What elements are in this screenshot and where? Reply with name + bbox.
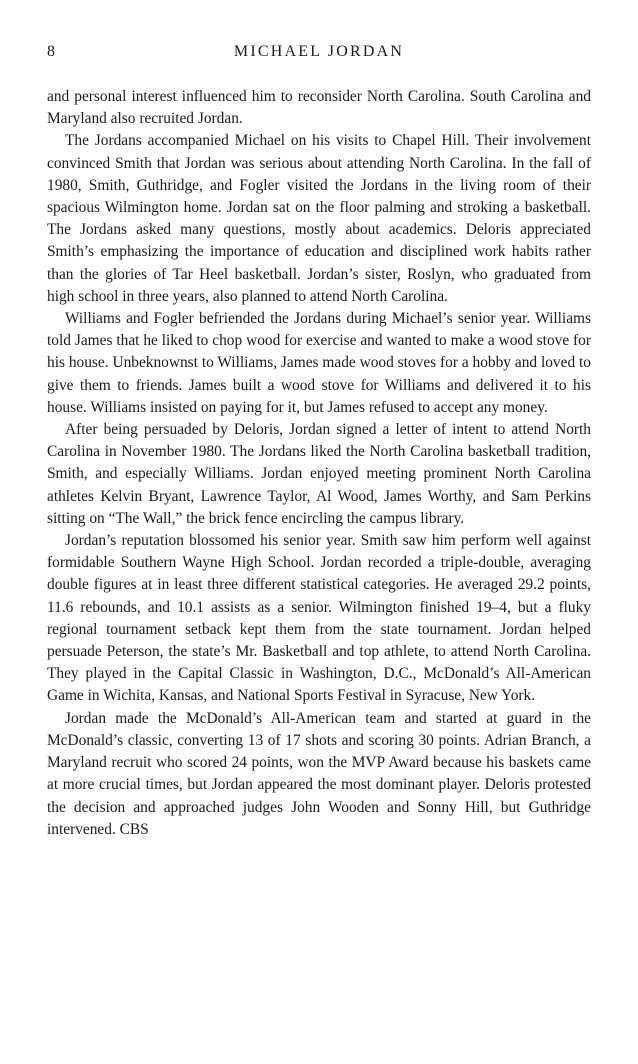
running-title: MICHAEL JORDAN	[233, 43, 405, 60]
book-page	[47, 40, 591, 841]
paragraph: Williams and Fogler befriended the Jordans during Michael’s senior year. Williams told James that he liked to chop wood for exercise and wanted to make a wood stove for his house. Unbeknownst to Williams, James made wood stoves for a hobby and loved to give them to friends. James built a wood stove for Williams and delivered it to his house. Williams insisted on paying for it, but James refused to accept any money.	[47, 310, 591, 416]
page-number: 8	[47, 43, 55, 60]
paragraph: Jordan made the McDonald’s All-American team and started at guard in the McDonald’s classic, converting 13 of 17 shots and scoring 30 points. Adrian Branch, a Maryland recruit who scored 24 points, won the MVP Award because his baskets came at more crucial times, but Jordan appeared the most dominant player. Deloris protested the decision and approached judges John Wooden and Sonny Hill, but Guthridge intervened. CBS	[47, 709, 591, 838]
paragraph: Jordan’s reputation blossomed his senior year. Smith saw him perform well against formidable Southern Wayne High School. Jordan recorded a triple-double, averaging double figures at in least three different statistical categories. He averaged 29.2 points, 11.6 rebounds, and 10.1 assists as a senior. Wilmington finished 19–4, but a fluky regional tournament setback kept them from the state tournament. Jordan helped persuade Peterson, the state’s Mr. Basketball and top athlete, to attend North Carolina. They played in the Capital Classic in Washington, D.C., McDonald’s All-American Game in Wichita, Kansas, and National Sports Festival in Syracuse, New York.	[47, 532, 591, 705]
paragraph-continued: and personal interest influenced him to reconsider North Carolina. South Carolina and Maryland also recruited Jordan.	[47, 88, 591, 128]
paragraph: The Jordans accompanied Michael on his visits to Chapel Hill. Their involvement convinced Smith that Jordan was serious about attending North Carolina. In the fall of 1980, Smith, Guthridge, and Fogler visited the Jordans in the living room of their spacious Wilmington home. Jordan sat on the floor palming and stroking a basketball. The Jordans asked many questions, mostly about academics. Deloris appreciated Smith’s emphasizing the importance of education and disciplined work habits rather than the glories of Tar Heel basketball. Jordan’s sister, Roslyn, who graduated from high school in three years, also planned to attend North Carolina.	[47, 132, 591, 305]
paragraph: After being persuaded by Deloris, Jordan signed a letter of intent to attend North Carolina in November 1980. The Jordans liked the North Carolina basketball tradition, Smith, and especially Williams. Jordan enjoyed meeting prominent North Carolina athletes Kelvin Bryant, Lawrence Taylor, Al Wood, James Worthy, and Sam Perkins sitting on “The Wall,” the brick fence encircling the campus library.	[47, 421, 591, 527]
running-head	[47, 40, 591, 64]
body-text	[47, 86, 591, 841]
